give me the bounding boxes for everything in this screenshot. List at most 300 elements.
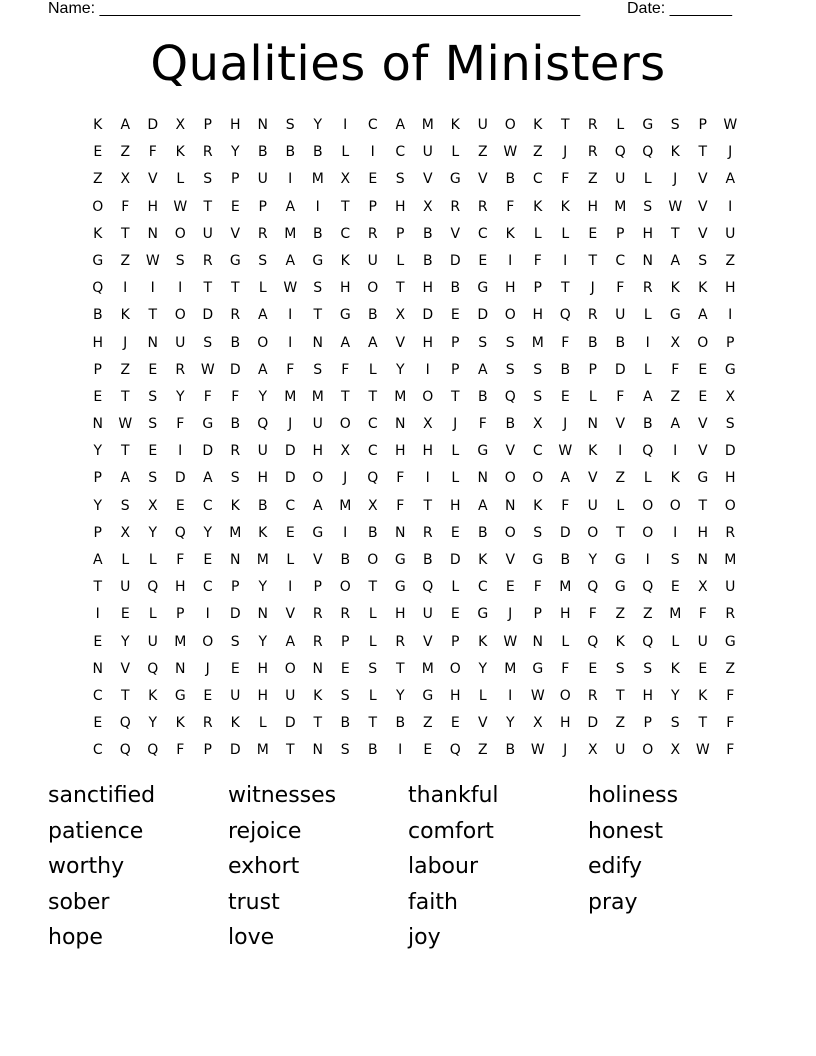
grid-letter[interactable]: P [643,715,652,732]
grid-letter[interactable]: W [695,742,710,759]
grid-letter[interactable]: N [147,334,158,351]
grid-letter[interactable]: S [478,334,488,351]
grid-letter[interactable]: J [673,171,678,188]
grid-letter[interactable]: J [205,660,210,677]
grid-letter[interactable]: A [120,117,131,133]
grid-letter[interactable]: C [615,252,626,269]
grid-letter[interactable]: K [175,715,185,732]
grid-letter[interactable]: U [725,579,736,596]
grid-letter[interactable]: Q [449,742,461,759]
grid-letter[interactable]: F [561,334,570,351]
grid-letter[interactable]: K [450,117,460,133]
grid-letter[interactable]: B [505,171,516,188]
grid-letter[interactable]: L [451,144,460,161]
grid-letter[interactable]: I [288,579,293,596]
grid-letter[interactable]: E [148,443,158,460]
grid-letter[interactable]: P [533,606,542,623]
grid-letter[interactable]: U [422,144,433,161]
grid-letter[interactable]: L [478,687,487,704]
grid-letter[interactable]: T [368,715,378,732]
grid-letter[interactable]: T [120,443,130,460]
grid-letter[interactable]: Q [119,715,131,732]
grid-letter[interactable]: H [394,443,406,460]
grid-letter[interactable]: X [395,307,406,324]
grid-letter[interactable]: I [728,307,733,324]
grid-letter[interactable]: B [367,307,378,324]
grid-letter[interactable]: S [175,252,185,269]
grid-letter[interactable]: B [642,416,653,433]
grid-letter[interactable]: W [173,198,188,215]
grid-letter[interactable]: Z [670,388,681,405]
grid-letter[interactable]: J [453,416,458,433]
grid-letter[interactable]: R [477,198,488,215]
grid-letter[interactable]: X [532,715,543,732]
grid-letter[interactable]: S [368,660,378,677]
grid-letter[interactable]: O [367,552,379,568]
grid-letter[interactable]: X [175,117,186,133]
grid-letter[interactable]: L [368,687,377,704]
grid-letter[interactable]: P [203,117,212,133]
grid-letter[interactable]: G [422,687,434,704]
grid-letter[interactable]: C [532,171,543,188]
grid-letter[interactable]: T [368,579,378,596]
grid-letter[interactable]: N [587,416,598,433]
grid-letter[interactable]: S [533,524,543,541]
grid-letter[interactable]: V [505,552,516,568]
grid-letter[interactable]: D [587,715,599,732]
grid-letter[interactable]: L [148,552,157,568]
grid-letter[interactable]: Z [92,171,103,188]
grid-letter[interactable]: M [421,117,434,133]
grid-letter[interactable]: B [367,742,378,759]
grid-letter[interactable]: J [288,416,293,433]
grid-letter[interactable]: J [123,334,128,351]
grid-letter[interactable]: X [670,742,681,759]
grid-letter[interactable]: S [203,334,213,351]
grid-letter[interactable]: R [725,524,736,541]
grid-letter[interactable]: E [450,524,460,541]
grid-letter[interactable]: A [202,470,213,487]
grid-letter[interactable]: Z [615,606,626,623]
grid-letter[interactable]: S [230,470,240,487]
grid-letter[interactable]: R [587,144,598,161]
grid-letter[interactable]: N [230,552,241,568]
grid-letter[interactable]: Q [174,524,186,541]
grid-letter[interactable]: B [560,361,571,378]
grid-letter[interactable]: P [93,470,102,487]
grid-letter[interactable]: N [532,633,543,650]
grid-letter[interactable]: X [670,334,681,351]
grid-letter[interactable]: O [669,497,681,514]
grid-letter[interactable]: C [202,497,213,514]
grid-letter[interactable]: Z [615,470,626,487]
grid-letter[interactable]: G [724,633,736,650]
grid-letter[interactable]: R [395,633,406,650]
grid-letter[interactable]: L [148,606,157,623]
grid-letter[interactable]: Y [148,524,158,541]
grid-letter[interactable]: B [422,225,433,242]
grid-letter[interactable]: O [504,307,516,324]
grid-letter[interactable]: A [560,470,571,487]
grid-letter[interactable]: A [477,361,488,378]
grid-letter[interactable]: I [178,443,183,460]
grid-letter[interactable]: K [698,687,708,704]
grid-letter[interactable]: I [288,307,293,324]
grid-letter[interactable]: R [175,361,186,378]
grid-letter[interactable]: Q [504,388,516,405]
grid-letter[interactable]: A [670,416,681,433]
grid-letter[interactable]: Q [614,144,626,161]
grid-letter[interactable]: T [615,687,625,704]
grid-letter[interactable]: V [422,171,433,188]
grid-letter[interactable]: K [230,497,240,514]
grid-letter[interactable]: P [451,361,460,378]
grid-letter[interactable]: R [450,198,461,215]
grid-letter[interactable]: D [229,742,241,759]
grid-letter[interactable]: B [505,742,516,759]
grid-letter[interactable]: W [530,687,545,704]
grid-letter[interactable]: T [560,280,570,297]
grid-letter[interactable]: O [312,470,324,487]
grid-letter[interactable]: S [258,252,268,269]
grid-letter[interactable]: G [312,524,324,541]
grid-letter[interactable]: A [670,252,681,269]
grid-letter[interactable]: G [614,579,626,596]
grid-letter[interactable]: I [645,552,650,568]
grid-letter[interactable]: M [311,171,324,188]
grid-letter[interactable]: M [559,579,572,596]
grid-letter[interactable]: U [697,633,708,650]
grid-letter[interactable]: T [313,715,323,732]
grid-letter[interactable]: Q [367,470,379,487]
grid-letter[interactable]: G [477,280,489,297]
grid-letter[interactable]: T [615,524,625,541]
grid-letter[interactable]: K [588,443,598,460]
grid-letter[interactable]: S [533,361,543,378]
grid-letter[interactable]: B [477,524,488,541]
grid-letter[interactable]: B [285,144,296,161]
grid-letter[interactable]: F [176,416,185,433]
grid-letter[interactable]: C [92,742,103,759]
grid-letter[interactable]: H [559,606,571,623]
grid-letter[interactable]: Y [670,687,680,704]
grid-letter[interactable]: L [561,225,570,242]
grid-letter[interactable]: G [92,252,104,269]
grid-letter[interactable]: Y [148,715,158,732]
grid-letter[interactable]: G [394,552,406,568]
grid-letter[interactable]: H [229,117,241,133]
grid-letter[interactable]: I [673,524,678,541]
grid-letter[interactable]: L [258,715,267,732]
grid-letter[interactable]: H [642,225,654,242]
grid-letter[interactable]: I [370,144,375,161]
grid-letter[interactable]: H [174,579,186,596]
grid-letter[interactable]: F [698,606,707,623]
grid-letter[interactable]: E [230,660,240,677]
grid-letter[interactable]: G [339,307,351,324]
grid-letter[interactable]: Q [559,307,571,324]
grid-letter[interactable]: O [284,660,296,677]
grid-letter[interactable]: O [587,524,599,541]
grid-letter[interactable]: T [120,687,130,704]
grid-letter[interactable]: Q [422,579,434,596]
grid-letter[interactable]: T [698,497,708,514]
grid-letter[interactable]: Y [478,660,488,677]
grid-letter[interactable]: O [339,579,351,596]
grid-letter[interactable]: R [202,715,213,732]
grid-letter[interactable]: W [118,416,133,433]
grid-letter[interactable]: W [503,144,518,161]
grid-letter[interactable]: V [697,416,708,433]
grid-letter[interactable]: K [93,225,103,242]
grid-letter[interactable]: E [93,388,103,405]
grid-letter[interactable]: S [120,497,130,514]
grid-letter[interactable]: E [340,660,350,677]
grid-letter[interactable]: S [230,633,240,650]
grid-letter[interactable]: L [176,171,185,188]
grid-letter[interactable]: P [341,633,350,650]
grid-letter[interactable]: U [202,225,213,242]
grid-letter[interactable]: D [229,606,241,623]
grid-letter[interactable]: R [587,117,598,133]
grid-letter[interactable]: I [315,198,320,215]
grid-letter[interactable]: A [697,307,708,324]
grid-letter[interactable]: H [724,470,736,487]
grid-letter[interactable]: O [367,280,379,297]
grid-letter[interactable]: H [449,687,461,704]
grid-letter[interactable]: G [532,660,544,677]
grid-letter[interactable]: H [422,443,434,460]
grid-letter[interactable]: X [422,416,433,433]
grid-letter[interactable]: S [313,361,323,378]
grid-letter[interactable]: S [505,361,515,378]
grid-letter[interactable]: R [367,225,378,242]
grid-letter[interactable]: J [563,742,568,759]
grid-letter[interactable]: G [202,416,214,433]
grid-letter[interactable]: O [339,416,351,433]
grid-letter[interactable]: D [284,715,296,732]
grid-letter[interactable]: R [230,443,241,460]
grid-letter[interactable]: D [202,307,214,324]
grid-letter[interactable]: T [230,280,240,297]
grid-letter[interactable]: P [203,742,212,759]
grid-letter[interactable]: B [450,280,461,297]
grid-letter[interactable]: H [449,497,461,514]
grid-letter[interactable]: E [148,361,158,378]
grid-letter[interactable]: W [503,633,518,650]
grid-letter[interactable]: E [560,388,570,405]
grid-letter[interactable]: F [616,388,625,405]
grid-letter[interactable]: Q [642,443,654,460]
grid-letter[interactable]: C [367,443,378,460]
grid-letter[interactable]: S [643,660,653,677]
grid-letter[interactable]: S [670,715,680,732]
grid-letter[interactable]: L [533,225,542,242]
grid-letter[interactable]: I [728,198,733,215]
grid-letter[interactable]: K [258,524,268,541]
grid-letter[interactable]: M [339,497,352,514]
grid-letter[interactable]: C [395,144,406,161]
grid-letter[interactable]: O [449,660,461,677]
grid-letter[interactable]: I [645,334,650,351]
grid-letter[interactable]: V [615,416,626,433]
grid-letter[interactable]: F [616,280,625,297]
grid-letter[interactable]: K [148,687,158,704]
grid-letter[interactable]: T [120,225,130,242]
grid-letter[interactable]: A [257,361,268,378]
grid-letter[interactable]: H [92,334,104,351]
grid-letter[interactable]: N [257,117,268,133]
grid-letter[interactable]: J [343,470,348,487]
grid-letter[interactable]: P [698,117,707,133]
grid-letter[interactable]: Y [93,443,103,460]
grid-letter[interactable]: R [257,225,268,242]
grid-letter[interactable]: R [312,633,323,650]
grid-letter[interactable]: S [148,470,158,487]
grid-letter[interactable]: B [560,552,571,568]
grid-letter[interactable]: D [174,470,186,487]
grid-letter[interactable]: D [449,252,461,269]
grid-letter[interactable]: Y [230,144,240,161]
grid-letter[interactable]: M [229,524,242,541]
grid-letter[interactable]: A [340,334,351,351]
grid-letter[interactable]: E [588,660,598,677]
grid-letter[interactable]: I [288,171,293,188]
grid-letter[interactable]: W [283,280,298,297]
grid-letter[interactable]: H [697,524,709,541]
grid-letter[interactable]: H [422,334,434,351]
grid-letter[interactable]: M [284,388,297,405]
grid-letter[interactable]: C [202,579,213,596]
grid-letter[interactable]: E [203,687,213,704]
grid-letter[interactable]: T [313,307,323,324]
grid-letter[interactable]: X [367,497,378,514]
date-field[interactable]: Date: _______ [627,0,732,17]
grid-letter[interactable]: A [285,198,296,215]
grid-letter[interactable]: H [532,307,544,324]
grid-letter[interactable]: S [725,416,735,433]
grid-letter[interactable]: H [257,687,269,704]
grid-letter[interactable]: B [422,552,433,568]
grid-letter[interactable]: H [504,280,516,297]
grid-letter[interactable]: S [670,117,680,133]
grid-letter[interactable]: K [533,117,543,133]
grid-letter[interactable]: K [615,633,625,650]
grid-letter[interactable]: M [614,198,627,215]
grid-letter[interactable]: S [395,171,405,188]
grid-letter[interactable]: B [257,144,268,161]
grid-letter[interactable]: T [285,742,295,759]
grid-letter[interactable]: X [422,198,433,215]
grid-letter[interactable]: E [230,198,240,215]
grid-letter[interactable]: L [616,117,625,133]
grid-letter[interactable]: F [506,198,515,215]
grid-letter[interactable]: B [230,334,241,351]
grid-letter[interactable]: L [588,388,597,405]
grid-letter[interactable]: V [505,443,516,460]
grid-letter[interactable]: S [148,388,158,405]
grid-letter[interactable]: Y [175,388,185,405]
grid-letter[interactable]: O [92,198,104,215]
grid-letter[interactable]: F [396,470,405,487]
grid-letter[interactable]: E [670,579,680,596]
grid-letter[interactable]: U [615,307,626,324]
grid-letter[interactable]: D [477,307,489,324]
grid-letter[interactable]: T [93,579,103,596]
grid-letter[interactable]: U [422,606,433,623]
grid-letter[interactable]: D [229,361,241,378]
grid-letter[interactable]: F [588,606,597,623]
grid-letter[interactable]: Y [588,552,598,568]
grid-letter[interactable]: K [560,198,570,215]
grid-letter[interactable]: S [285,117,295,133]
grid-letter[interactable]: T [203,198,213,215]
grid-letter[interactable]: A [367,334,378,351]
grid-letter[interactable]: F [121,198,130,215]
grid-letter[interactable]: I [343,117,348,133]
grid-letter[interactable]: R [587,687,598,704]
grid-letter[interactable]: M [256,552,269,568]
grid-letter[interactable]: O [202,633,214,650]
grid-letter[interactable]: M [311,388,324,405]
grid-letter[interactable]: O [174,225,186,242]
grid-letter[interactable]: Q [587,633,599,650]
grid-letter[interactable]: K [533,497,543,514]
grid-letter[interactable]: G [532,552,544,568]
grid-letter[interactable]: X [120,524,131,541]
grid-letter[interactable]: T [203,280,213,297]
grid-letter[interactable]: V [697,443,708,460]
grid-letter[interactable]: F [533,579,542,596]
grid-letter[interactable]: Q [587,579,599,596]
grid-letter[interactable]: V [450,225,461,242]
grid-letter[interactable]: L [368,633,377,650]
grid-letter[interactable]: L [451,443,460,460]
grid-letter[interactable]: G [477,606,489,623]
grid-letter[interactable]: I [343,524,348,541]
grid-letter[interactable]: E [478,252,488,269]
grid-letter[interactable]: K [670,280,680,297]
grid-letter[interactable]: Z [532,144,543,161]
grid-letter[interactable]: C [367,117,378,133]
grid-letter[interactable]: C [477,225,488,242]
grid-letter[interactable]: F [478,416,487,433]
grid-letter[interactable]: N [147,225,158,242]
grid-letter[interactable]: X [697,579,708,596]
grid-letter[interactable]: P [396,225,405,242]
grid-letter[interactable]: B [395,715,406,732]
grid-letter[interactable]: F [203,388,212,405]
grid-letter[interactable]: R [312,606,323,623]
grid-letter[interactable]: C [367,416,378,433]
grid-letter[interactable]: N [642,252,653,269]
grid-letter[interactable]: Z [642,606,653,623]
grid-letter[interactable]: V [477,171,488,188]
grid-letter[interactable]: L [451,579,460,596]
grid-letter[interactable]: Q [147,742,159,759]
grid-letter[interactable]: X [147,497,158,514]
grid-letter[interactable]: H [339,280,351,297]
grid-letter[interactable]: U [587,497,598,514]
grid-letter[interactable]: S [698,252,708,269]
grid-letter[interactable]: U [230,687,241,704]
grid-letter[interactable]: U [312,416,323,433]
grid-letter[interactable]: S [670,552,680,568]
grid-letter[interactable]: Q [642,633,654,650]
grid-letter[interactable]: V [697,225,708,242]
grid-letter[interactable]: P [313,579,322,596]
grid-letter[interactable]: D [284,470,296,487]
